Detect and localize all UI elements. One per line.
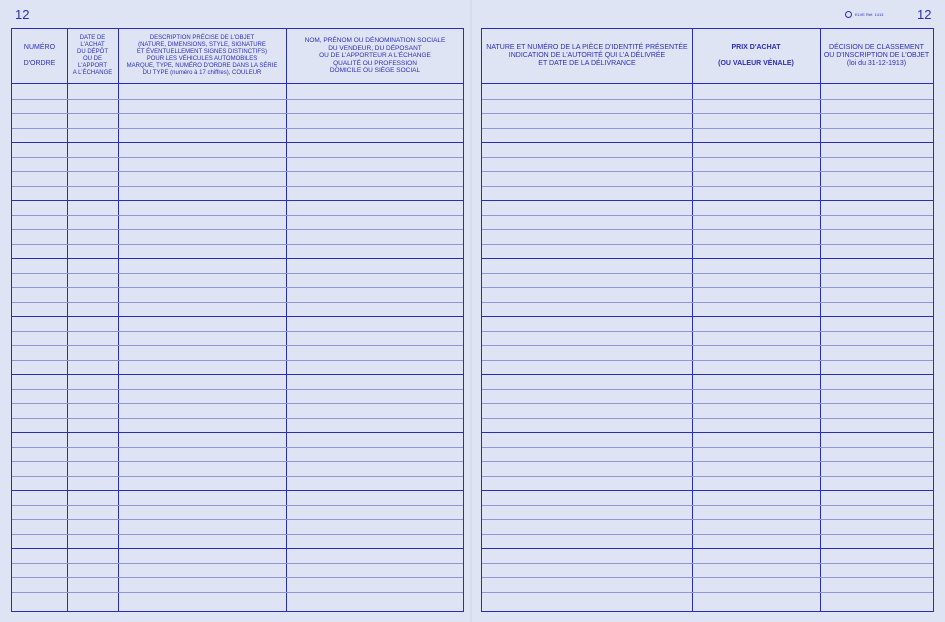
entry-sub-rule — [12, 360, 463, 361]
entry-sub-rule — [12, 186, 463, 187]
entry-row-divider — [12, 548, 463, 549]
entry-row-divider — [482, 142, 933, 143]
entry-sub-rule — [482, 273, 933, 274]
entry-row-divider — [482, 432, 933, 433]
header-numero-ordre: NUMÉRO D'ORDRE — [12, 29, 67, 84]
entry-row-divider — [12, 258, 463, 259]
entry-sub-rule — [482, 519, 933, 520]
header-nom-vendeur: NOM, PRÉNOM OU DÉNOMINATION SOCIALE DU VENDEUR, DU DÉPOSANT OU DE L'APPORTEUR A L'ÉCHANGE QUALITÉ OU PROFESSION DOMICILE OU SIÈGE SOCIAL — [286, 29, 464, 84]
entry-row-divider — [12, 316, 463, 317]
column-divider — [118, 29, 119, 611]
entry-sub-rule — [12, 447, 463, 448]
entry-row-divider — [482, 490, 933, 491]
left-page-number: 12 — [15, 7, 30, 22]
entry-sub-rule — [12, 113, 463, 114]
entry-sub-rule — [12, 215, 463, 216]
entry-sub-rule — [12, 505, 463, 506]
column-divider — [820, 29, 821, 611]
publisher-mark — [845, 11, 883, 18]
header-piece-identite: NATURE ET NUMÉRO DE LA PIÈCE D'IDENTITÉ PRÉSENTÉE INDICATION DE L'AUTORITÉ QUI L'A DÉLIVRÉE ET DATE DE LA DÉLIVRANCE — [482, 29, 692, 84]
header-prix-achat: PRIX D'ACHAT (OU VALEUR VÉNALE) — [692, 29, 820, 84]
entry-sub-rule — [482, 345, 933, 346]
entry-sub-rule — [12, 287, 463, 288]
entry-sub-rule — [482, 389, 933, 390]
entry-sub-rule — [482, 229, 933, 230]
entry-row-divider — [482, 548, 933, 549]
entry-row-divider — [482, 258, 933, 259]
entry-sub-rule — [482, 244, 933, 245]
entry-sub-rule — [12, 273, 463, 274]
entry-sub-rule — [12, 302, 463, 303]
register-grid-right — [481, 28, 934, 612]
entry-sub-rule — [12, 476, 463, 477]
entry-sub-rule — [482, 99, 933, 100]
entry-sub-rule — [12, 389, 463, 390]
entry-sub-rule — [482, 186, 933, 187]
entry-sub-rule — [12, 345, 463, 346]
register-grid-left — [11, 28, 464, 612]
entry-row-divider — [12, 200, 463, 201]
entry-sub-rule — [12, 461, 463, 462]
entry-sub-rule — [482, 287, 933, 288]
entry-row-divider — [482, 200, 933, 201]
entry-sub-rule — [482, 302, 933, 303]
entry-sub-rule — [12, 519, 463, 520]
entry-sub-rule — [482, 360, 933, 361]
entry-sub-rule — [12, 563, 463, 564]
entry-sub-rule — [12, 99, 463, 100]
entry-sub-rule — [482, 505, 933, 506]
entry-sub-rule — [12, 171, 463, 172]
entry-row-divider — [482, 374, 933, 375]
column-divider — [67, 29, 68, 611]
entry-sub-rule — [12, 592, 463, 593]
entry-sub-rule — [482, 476, 933, 477]
entry-sub-rule — [12, 403, 463, 404]
right-page-number: 12 — [917, 7, 932, 22]
header-decision-classement: DÉCISION DE CLASSEMENT OU D'INSCRIPTION DE L'OBJET (loi du 31-12-1913) — [820, 29, 933, 84]
entry-sub-rule — [482, 331, 933, 332]
column-divider — [692, 29, 693, 611]
entry-sub-rule — [482, 563, 933, 564]
column-divider — [286, 29, 287, 611]
entry-sub-rule — [482, 113, 933, 114]
entry-row-divider — [482, 316, 933, 317]
entry-sub-rule — [482, 577, 933, 578]
header-description-objet: DESCRIPTION PRÉCISE DE L'OBJET (NATURE, DIMENSIONS, STYLE, SIGNATURE ET ÉVENTUELLEMENT SIGNES DISTINCTIFS) POUR LES VÉHICULES AUTOMOBILES MARQUE, TYPE, NUMÉRO D'ORDRE DANS LA SÉRIE DU TYPE (numéro à 17 chiffres), COULEUR — [118, 29, 286, 84]
entry-sub-rule — [482, 447, 933, 448]
entry-sub-rule — [482, 534, 933, 535]
entry-row-divider — [12, 374, 463, 375]
publisher-logo-icon — [845, 11, 852, 18]
entry-sub-rule — [12, 577, 463, 578]
entry-row-divider — [12, 142, 463, 143]
entry-sub-rule — [482, 157, 933, 158]
entry-sub-rule — [482, 461, 933, 462]
entry-sub-rule — [12, 157, 463, 158]
entry-sub-rule — [482, 171, 933, 172]
entry-sub-rule — [12, 331, 463, 332]
entry-sub-rule — [12, 229, 463, 230]
entry-sub-rule — [12, 534, 463, 535]
publisher-reference: ELVE Réf. 1413 — [855, 12, 884, 17]
entry-sub-rule — [482, 403, 933, 404]
entry-row-divider — [12, 432, 463, 433]
entry-sub-rule — [12, 244, 463, 245]
entry-sub-rule — [482, 592, 933, 593]
header-date-achat: DATE DE L'ACHAT DU DÉPÔT OU DE L'APPORT A L'ÉCHANGE — [67, 29, 118, 84]
entry-sub-rule — [12, 418, 463, 419]
entry-row-divider — [12, 490, 463, 491]
entry-sub-rule — [482, 215, 933, 216]
entry-sub-rule — [482, 418, 933, 419]
entry-sub-rule — [482, 128, 933, 129]
entry-sub-rule — [12, 128, 463, 129]
